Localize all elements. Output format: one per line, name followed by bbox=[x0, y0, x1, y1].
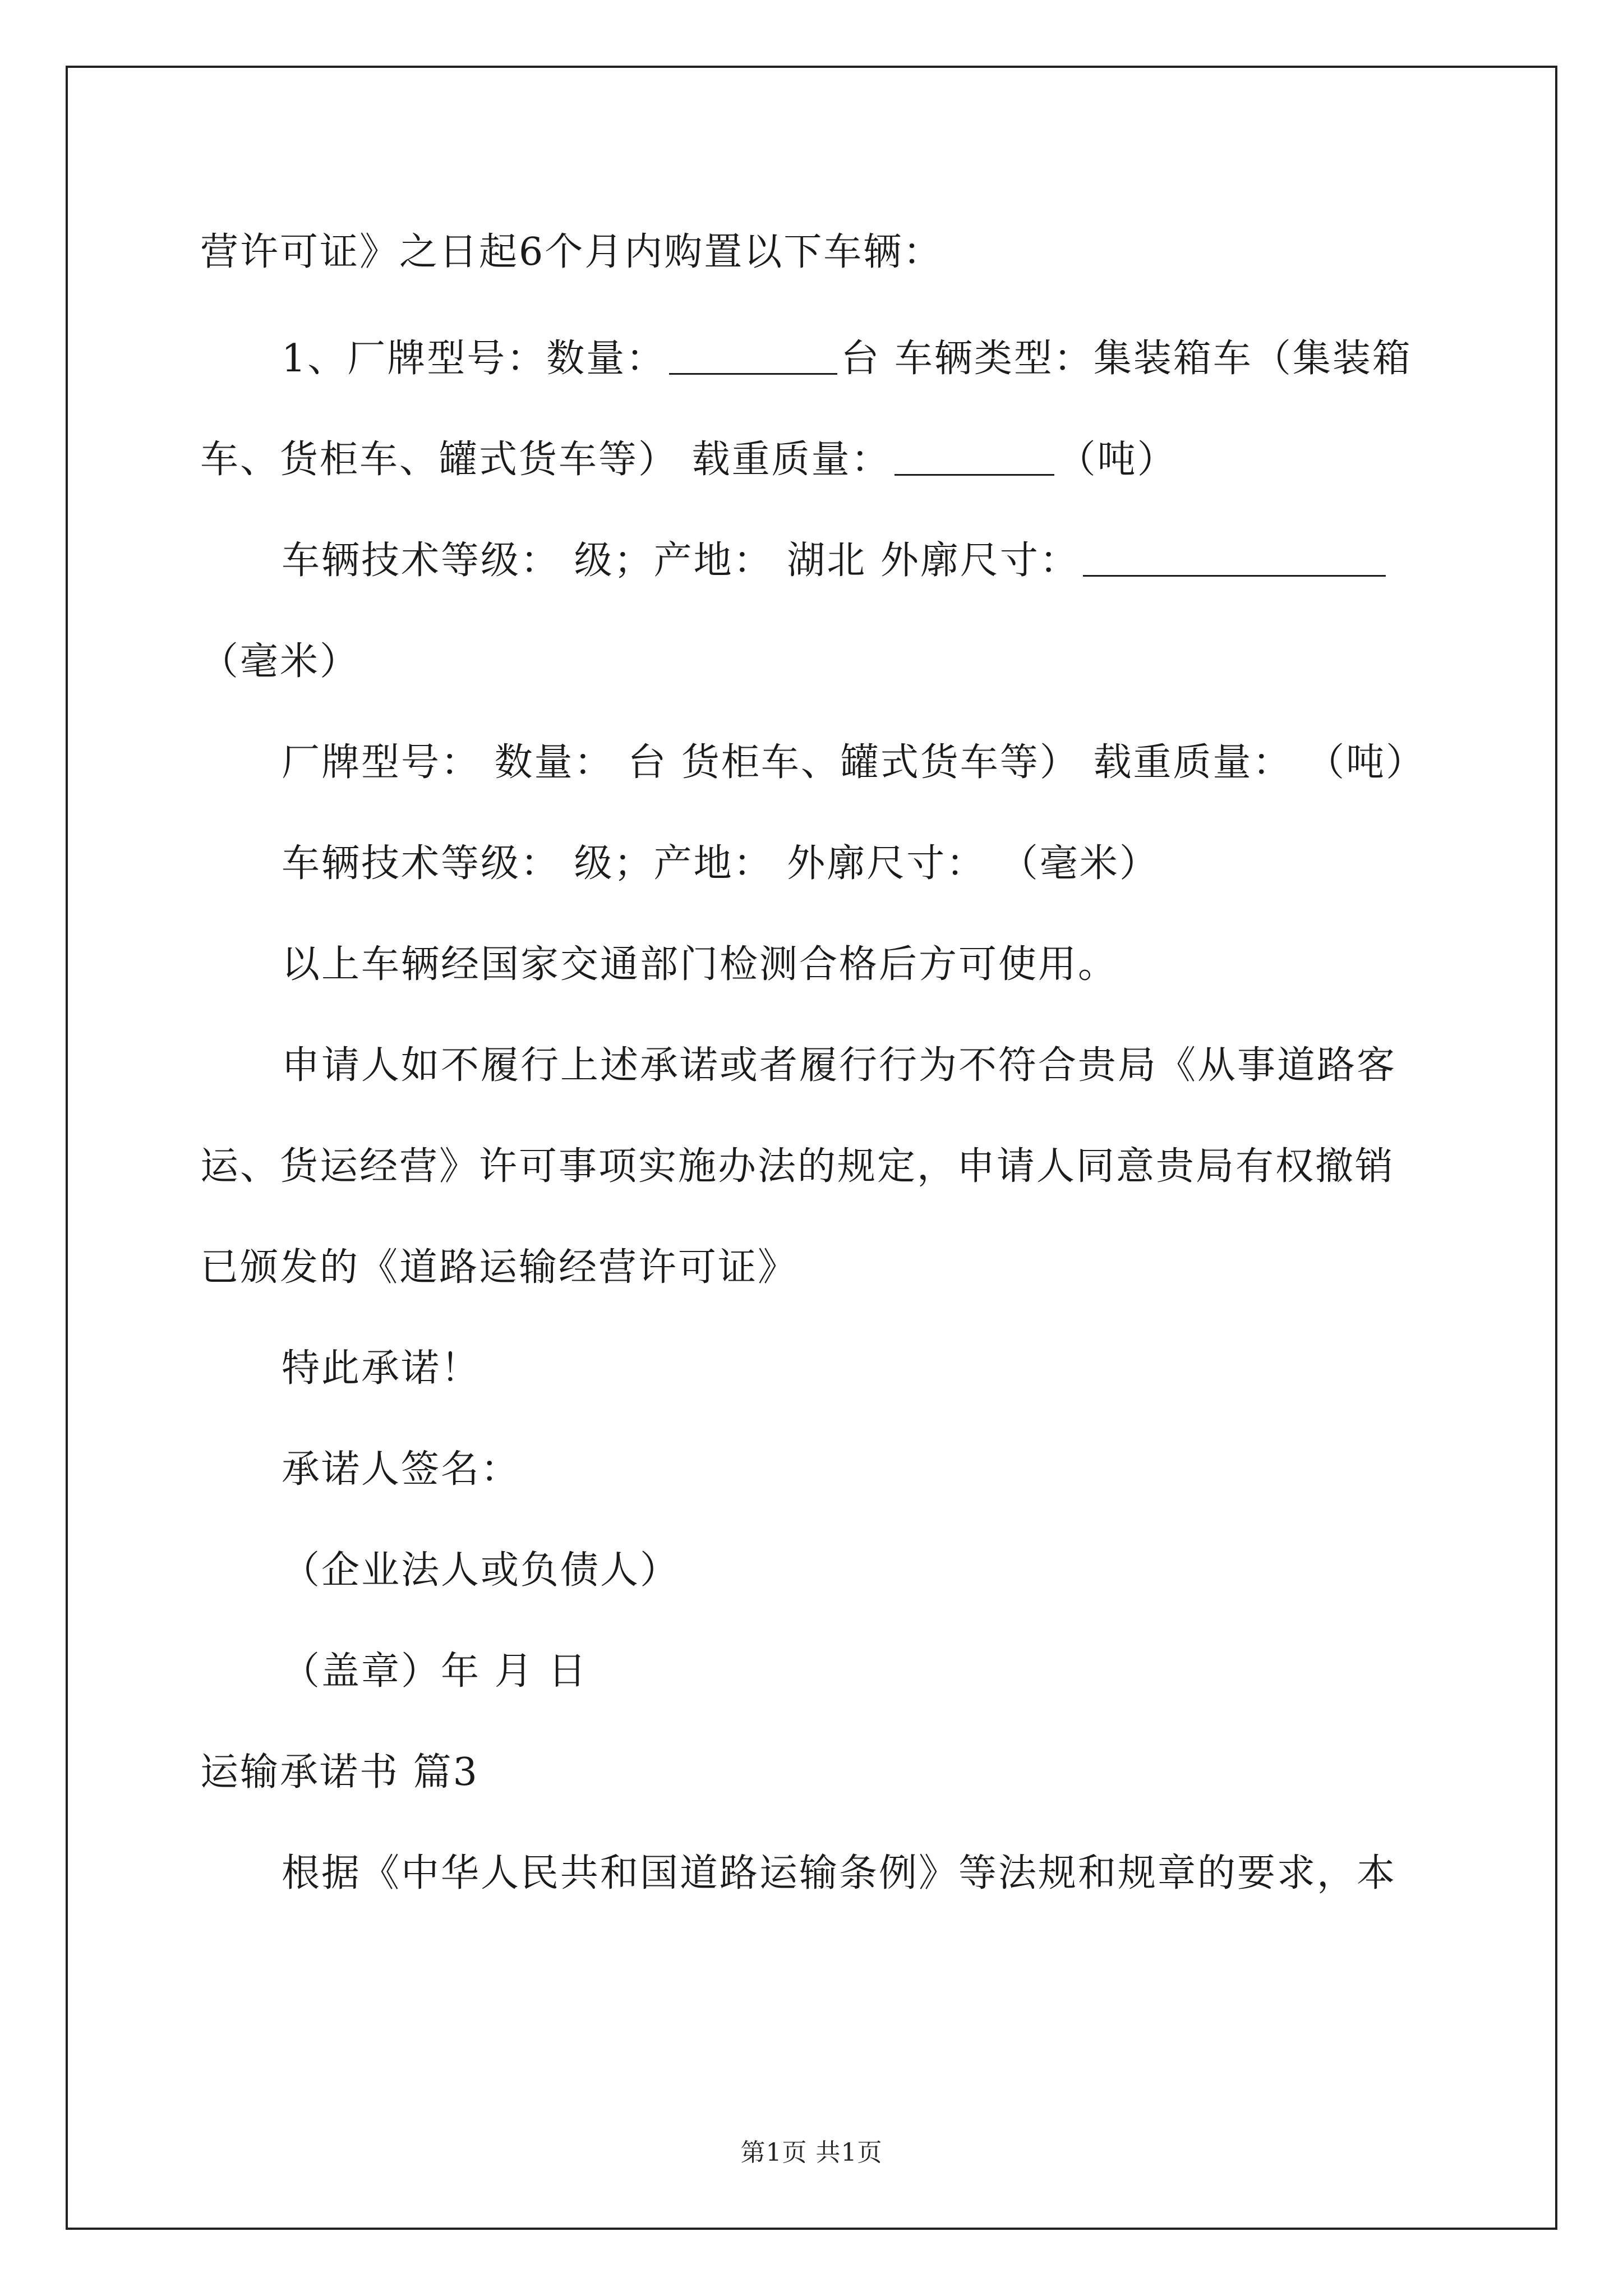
signature-label: 承诺人签名： bbox=[282, 1447, 521, 1492]
text-line: 运、货运经营》许可事项实施办法的规定，申请人同意贵局有权撤销 bbox=[200, 1144, 1395, 1189]
text-line: （企业法人或负债人） bbox=[282, 1548, 680, 1593]
text-line-vehicle-1 bbox=[282, 337, 1412, 381]
section-heading: 运输承诺书 篇3 bbox=[200, 1750, 479, 1795]
text-line: 厂牌型号： 数量： 台 货柜车、罐式货车等） 载重质量： （吨） bbox=[282, 740, 1426, 785]
text-line: 根据《中华人民共和国道路运输条例》等法规和规章的要求，本 bbox=[282, 1851, 1397, 1895]
fill-blank-quantity bbox=[669, 339, 837, 375]
fill-blank-dimensions bbox=[1083, 541, 1386, 577]
text-line: （毫米） bbox=[200, 639, 360, 684]
date-stamp-line: （盖章）年 月 日 bbox=[282, 1649, 588, 1694]
text-line: 营许可证》之日起6个月内购置以下车辆： bbox=[200, 230, 943, 274]
text-line: 车辆技术等级： 级；产地： 外廓尺寸： （毫米） bbox=[282, 841, 1159, 886]
text-segment: （吨） bbox=[1057, 438, 1177, 482]
text-segment: 车辆技术等级： 级；产地： 湖北 外廓尺寸： bbox=[282, 539, 1080, 583]
text-line: 已颁发的《道路运输经营许可证》 bbox=[200, 1245, 798, 1290]
text-line-vehicle-2 bbox=[200, 438, 1177, 482]
text-segment: 台 车辆类型：集装箱车（集装箱 bbox=[841, 337, 1412, 381]
page-number: 第1页 共1页 bbox=[740, 2138, 883, 2167]
text-line-vehicle-3 bbox=[282, 539, 1389, 583]
text-line: 以上车辆经国家交通部门检测合格后方可使用。 bbox=[282, 942, 1118, 987]
fill-blank-load bbox=[895, 440, 1054, 476]
text-line: 申请人如不履行上述承诺或者履行行为不符合贵局《从事道路客 bbox=[282, 1043, 1397, 1088]
text-segment: 1、厂牌型号：数量： bbox=[282, 337, 666, 381]
text-segment: 车、货柜车、罐式货车等） 载重质量： bbox=[200, 438, 891, 482]
text-line: 特此承诺！ bbox=[282, 1346, 481, 1391]
